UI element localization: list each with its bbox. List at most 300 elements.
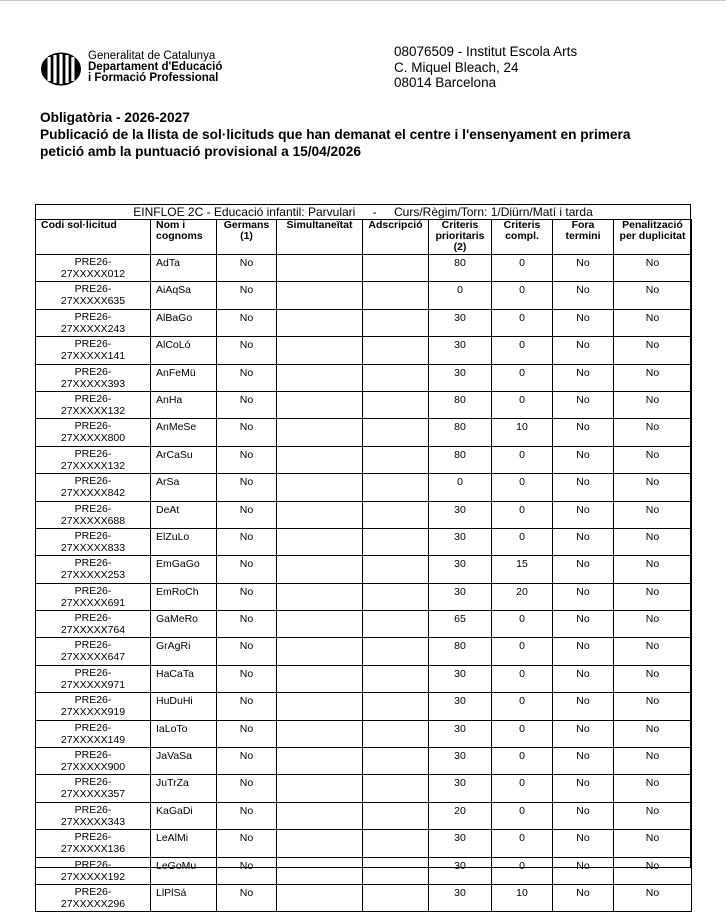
- cell-penalitzacio: No: [614, 528, 692, 555]
- cell-penalitzacio: No: [614, 255, 692, 282]
- cell-germans: No: [217, 501, 277, 528]
- cell-compl: 0: [492, 255, 553, 282]
- cell-codi: [36, 583, 151, 610]
- cell-adscripcio: [363, 693, 429, 720]
- table-header-row: [36, 220, 692, 255]
- table-row: [36, 446, 692, 473]
- cell-compl: 10: [492, 419, 553, 446]
- cell-penalitzacio: No: [614, 474, 692, 501]
- cell-prioritaris: 30: [429, 830, 492, 857]
- cell-codi-text: PRE26-: [74, 831, 112, 844]
- cell-simultaneitat: [277, 255, 363, 282]
- heading-line-3: petició amb la puntuació provisional a 15/04/2026: [40, 144, 362, 159]
- cell-name: AnMeSe: [151, 419, 217, 446]
- cell-compl: 0: [492, 830, 553, 857]
- school-line-3: 08014 Barcelona: [394, 75, 497, 90]
- cell-prioritaris: 80: [429, 391, 492, 418]
- cell-codi-text: PRE26-: [74, 584, 112, 597]
- cell-simultaneitat: [277, 693, 363, 720]
- cell-adscripcio: [363, 255, 429, 282]
- cell-name: LeGoMu: [151, 857, 217, 884]
- cell-fora: No: [553, 337, 614, 364]
- header-col-nom: [151, 220, 217, 255]
- cell-codi-text: PRE26-: [74, 420, 112, 433]
- cell-compl: 0: [492, 775, 553, 802]
- header-col-prioritaris: [429, 220, 492, 255]
- cell-codi-text: 27XXXXX833: [60, 541, 126, 554]
- cell-compl: 0: [492, 748, 553, 775]
- cell-codi-text: 27XXXXX296: [60, 897, 126, 910]
- table-row: [36, 665, 692, 692]
- cell-codi-text: PRE26-: [74, 310, 112, 323]
- cell-simultaneitat: [277, 419, 363, 446]
- cell-germans: No: [217, 446, 277, 473]
- cell-fora: No: [553, 857, 614, 884]
- header-text: Germans: [223, 219, 270, 231]
- applications-table-frame: [35, 204, 691, 910]
- header-col-penalitzacio: [614, 220, 692, 255]
- cell-codi: [36, 693, 151, 720]
- cell-simultaneitat: [277, 556, 363, 583]
- cell-codi: [36, 775, 151, 802]
- cell-fora: No: [553, 474, 614, 501]
- header-text: Codi sol·licitud: [41, 219, 117, 231]
- cell-compl: 0: [492, 501, 553, 528]
- cell-fora: No: [553, 391, 614, 418]
- cell-germans: No: [217, 474, 277, 501]
- cell-simultaneitat: [277, 391, 363, 418]
- table-body: [36, 255, 692, 912]
- cell-name: IaLoTo: [151, 720, 217, 747]
- table-row: [36, 337, 692, 364]
- header-text: termini: [565, 230, 601, 242]
- cell-compl: 0: [492, 665, 553, 692]
- header-text: compl.: [505, 230, 539, 242]
- cell-penalitzacio: No: [614, 693, 692, 720]
- cell-germans: No: [217, 638, 277, 665]
- header-col-codi: [36, 220, 151, 255]
- header-text: (1): [240, 230, 253, 242]
- cell-adscripcio: [363, 775, 429, 802]
- cell-germans: No: [217, 748, 277, 775]
- cell-penalitzacio: No: [614, 446, 692, 473]
- cell-name: ElZuLo: [151, 528, 217, 555]
- document-heading: [40, 109, 700, 160]
- cell-name: JuTrZa: [151, 775, 217, 802]
- cell-fora: No: [553, 693, 614, 720]
- caption-course: Curs/Règim/Torn: 1/Diürn/Matí i tarda: [394, 205, 593, 219]
- cell-codi-text: PRE26-: [74, 529, 112, 542]
- cell-simultaneitat: [277, 857, 363, 884]
- cell-codi-text: 27XXXXX800: [60, 432, 126, 445]
- table-row: [36, 528, 692, 555]
- cell-codi-text: PRE26-: [74, 447, 112, 460]
- logo-line-1: Generalitat de Catalunya: [88, 50, 216, 62]
- cell-codi: [36, 391, 151, 418]
- cell-simultaneitat: [277, 665, 363, 692]
- cell-prioritaris: 0: [429, 474, 492, 501]
- cell-fora: No: [553, 282, 614, 309]
- cell-compl: 0: [492, 474, 553, 501]
- cell-codi-text: PRE26-: [74, 612, 112, 625]
- cell-penalitzacio: No: [614, 501, 692, 528]
- table-row: [36, 419, 692, 446]
- cell-fora: No: [553, 419, 614, 446]
- table-row: [36, 255, 692, 282]
- cell-codi: [36, 556, 151, 583]
- table-row: [36, 748, 692, 775]
- cell-name: GrAgRi: [151, 638, 217, 665]
- cell-codi: [36, 337, 151, 364]
- cell-germans: No: [217, 282, 277, 309]
- cell-simultaneitat: [277, 309, 363, 336]
- cell-germans: No: [217, 775, 277, 802]
- cell-codi-text: 27XXXXX192: [60, 870, 126, 883]
- cell-compl: 10: [492, 884, 553, 911]
- top-rule: [0, 0, 726, 1]
- cell-simultaneitat: [277, 611, 363, 638]
- cell-codi-text: 27XXXXX635: [60, 295, 126, 308]
- cell-penalitzacio: No: [614, 775, 692, 802]
- header-text: Nom i: [156, 219, 186, 231]
- cell-prioritaris: 20: [429, 802, 492, 829]
- cell-compl: 0: [492, 446, 553, 473]
- cell-codi-text: 27XXXXX688: [60, 514, 126, 527]
- cell-germans: No: [217, 665, 277, 692]
- header-col-simultaneitat: [277, 220, 363, 255]
- cell-codi: [36, 720, 151, 747]
- cell-fora: No: [553, 583, 614, 610]
- cell-penalitzacio: No: [614, 748, 692, 775]
- table-row: [36, 556, 692, 583]
- cell-germans: No: [217, 556, 277, 583]
- cell-codi-text: PRE26-: [74, 721, 112, 734]
- cell-codi: [36, 446, 151, 473]
- cell-adscripcio: [363, 474, 429, 501]
- cell-fora: No: [553, 802, 614, 829]
- cell-compl: 0: [492, 638, 553, 665]
- header-text: Adscripció: [368, 219, 423, 231]
- cell-germans: No: [217, 720, 277, 747]
- cell-name: AnFeMü: [151, 364, 217, 391]
- cell-fora: No: [553, 884, 614, 911]
- cell-simultaneitat: [277, 528, 363, 555]
- cell-adscripcio: [363, 830, 429, 857]
- cell-germans: No: [217, 884, 277, 911]
- cell-prioritaris: 30: [429, 364, 492, 391]
- cell-codi-text: PRE26-: [74, 256, 112, 268]
- cell-name: HaCaTa: [151, 665, 217, 692]
- table-row: [36, 802, 692, 829]
- cell-codi: [36, 638, 151, 665]
- cell-simultaneitat: [277, 501, 363, 528]
- cell-codi-text: PRE26-: [74, 639, 112, 652]
- cell-codi-text: PRE26-: [74, 475, 112, 488]
- header-col-fora: [553, 220, 614, 255]
- cell-name: ArCaSu: [151, 446, 217, 473]
- cell-codi-text: 27XXXXX764: [60, 624, 126, 637]
- cell-adscripcio: [363, 748, 429, 775]
- header-text: Criteris: [503, 219, 541, 231]
- generalitat-logo: [40, 51, 290, 87]
- cell-prioritaris: 30: [429, 556, 492, 583]
- cell-codi: [36, 611, 151, 638]
- cell-codi-text: 27XXXXX357: [60, 788, 126, 801]
- cell-compl: 20: [492, 583, 553, 610]
- cell-codi-text: 27XXXXX900: [60, 761, 126, 774]
- cell-codi-text: PRE26-: [74, 365, 112, 378]
- cell-penalitzacio: No: [614, 830, 692, 857]
- header-text: (2): [453, 241, 467, 253]
- cell-prioritaris: 30: [429, 720, 492, 747]
- cell-codi-text: PRE26-: [74, 283, 112, 296]
- cell-codi-text: 27XXXXX343: [60, 815, 126, 828]
- cell-germans: No: [217, 802, 277, 829]
- cell-adscripcio: [363, 528, 429, 555]
- caption-group: EINFLOE 2C - Educació infantil: Parvulari: [133, 205, 356, 219]
- cell-codi-text: 27XXXXX691: [60, 596, 126, 609]
- cell-name: HuDuHi: [151, 693, 217, 720]
- cell-name: EmGaGo: [151, 556, 217, 583]
- header-text: prioritaris: [435, 230, 485, 242]
- cell-codi-text: PRE26-: [74, 858, 112, 871]
- cell-adscripcio: [363, 638, 429, 665]
- cell-simultaneitat: [277, 446, 363, 473]
- table-row: [36, 309, 692, 336]
- cell-adscripcio: [363, 583, 429, 610]
- cell-compl: 15: [492, 556, 553, 583]
- cell-name: LeAlMi: [151, 830, 217, 857]
- cell-codi-text: 27XXXXX253: [60, 569, 126, 582]
- cell-name: LlPlSá: [151, 884, 217, 911]
- cell-penalitzacio: No: [614, 337, 692, 364]
- cell-fora: No: [553, 720, 614, 747]
- cell-prioritaris: 65: [429, 611, 492, 638]
- cell-codi: [36, 501, 151, 528]
- cell-codi-text: 27XXXXX141: [60, 350, 126, 363]
- cell-codi: [36, 255, 151, 282]
- cell-prioritaris: 30: [429, 583, 492, 610]
- cell-prioritaris: 30: [429, 501, 492, 528]
- cell-codi: [36, 748, 151, 775]
- table-row: [36, 720, 692, 747]
- cell-simultaneitat: [277, 775, 363, 802]
- cell-germans: No: [217, 337, 277, 364]
- cell-prioritaris: 30: [429, 748, 492, 775]
- cell-fora: No: [553, 364, 614, 391]
- cell-codi: [36, 665, 151, 692]
- cell-fora: No: [553, 528, 614, 555]
- cell-adscripcio: [363, 665, 429, 692]
- school-address: [394, 44, 577, 91]
- cell-codi: [36, 419, 151, 446]
- cell-simultaneitat: [277, 830, 363, 857]
- cell-prioritaris: 30: [429, 528, 492, 555]
- cell-codi-text: PRE26-: [74, 885, 112, 898]
- cell-adscripcio: [363, 611, 429, 638]
- cell-prioritaris: 30: [429, 665, 492, 692]
- cell-compl: 0: [492, 528, 553, 555]
- cell-codi-text: 27XXXXX243: [60, 322, 126, 335]
- cell-prioritaris: 30: [429, 884, 492, 911]
- cell-simultaneitat: [277, 337, 363, 364]
- cell-name: JaVaSa: [151, 748, 217, 775]
- table-row: [36, 474, 692, 501]
- cell-penalitzacio: No: [614, 556, 692, 583]
- heading-line-1: Obligatòria - 2026-2027: [40, 110, 190, 125]
- heading-line-2: Publicació de la llista de sol·licituds que han demanat el centre i l'ensenyament en primera: [40, 127, 631, 142]
- table-row: [36, 364, 692, 391]
- cell-compl: 0: [492, 337, 553, 364]
- cell-penalitzacio: No: [614, 282, 692, 309]
- cell-adscripcio: [363, 391, 429, 418]
- cell-simultaneitat: [277, 748, 363, 775]
- cell-codi-text: 27XXXXX012: [60, 268, 126, 280]
- cell-adscripcio: [363, 857, 429, 884]
- cell-name: ArSa: [151, 474, 217, 501]
- cell-germans: No: [217, 419, 277, 446]
- cell-fora: No: [553, 501, 614, 528]
- logo-line-3: i Formació Professional: [88, 72, 219, 84]
- cell-penalitzacio: No: [614, 665, 692, 692]
- cell-penalitzacio: No: [614, 884, 692, 911]
- cell-penalitzacio: No: [614, 364, 692, 391]
- cell-codi: [36, 857, 151, 884]
- cell-germans: No: [217, 611, 277, 638]
- cell-fora: No: [553, 611, 614, 638]
- cell-germans: No: [217, 857, 277, 884]
- cell-compl: 0: [492, 857, 553, 884]
- cell-codi-text: PRE26-: [74, 557, 112, 570]
- cell-codi-text: PRE26-: [74, 502, 112, 515]
- cell-germans: No: [217, 693, 277, 720]
- cell-codi: [36, 830, 151, 857]
- cell-codi-text: PRE26-: [74, 776, 112, 789]
- cell-fora: No: [553, 255, 614, 282]
- table-caption: [36, 205, 690, 219]
- cell-compl: 0: [492, 693, 553, 720]
- cell-prioritaris: 80: [429, 446, 492, 473]
- cell-name: GaMeRo: [151, 611, 217, 638]
- header-col-adscripcio: [363, 220, 429, 255]
- cell-germans: No: [217, 528, 277, 555]
- cell-name: EmRoCh: [151, 583, 217, 610]
- cell-name: AlCoLó: [151, 337, 217, 364]
- cell-codi-text: 27XXXXX136: [60, 843, 126, 856]
- cell-adscripcio: [363, 337, 429, 364]
- cell-codi-text: PRE26-: [74, 338, 112, 351]
- table-row: [36, 693, 692, 720]
- cell-compl: 0: [492, 391, 553, 418]
- cell-penalitzacio: No: [614, 583, 692, 610]
- cell-prioritaris: 30: [429, 693, 492, 720]
- cell-codi-text: 27XXXXX149: [60, 733, 126, 746]
- cell-name: DeAt: [151, 501, 217, 528]
- cell-penalitzacio: No: [614, 638, 692, 665]
- cell-adscripcio: [363, 282, 429, 309]
- cell-compl: 0: [492, 282, 553, 309]
- cell-codi: [36, 282, 151, 309]
- cell-germans: No: [217, 583, 277, 610]
- cell-fora: No: [553, 556, 614, 583]
- cell-prioritaris: 80: [429, 419, 492, 446]
- header-col-compl: [492, 220, 553, 255]
- cell-adscripcio: [363, 556, 429, 583]
- header-text: Fora: [571, 219, 595, 231]
- cell-compl: 0: [492, 611, 553, 638]
- cell-codi-text: PRE26-: [74, 666, 112, 679]
- cell-codi-text: 27XXXXX393: [60, 377, 126, 390]
- cell-compl: 0: [492, 802, 553, 829]
- table-row: [36, 583, 692, 610]
- cell-fora: No: [553, 638, 614, 665]
- cell-compl: 0: [492, 720, 553, 747]
- school-line-1: 08076509 - Institut Escola Arts: [394, 44, 578, 59]
- cell-penalitzacio: No: [614, 857, 692, 884]
- header-text: Simultaneïtat: [286, 219, 353, 231]
- cell-compl: 0: [492, 364, 553, 391]
- table-row: [36, 611, 692, 638]
- school-line-2: C. Miquel Bleach, 24: [394, 59, 519, 75]
- cell-penalitzacio: No: [614, 309, 692, 336]
- header-text: Penalització: [622, 219, 683, 231]
- cell-codi: [36, 474, 151, 501]
- cell-codi-text: 27XXXXX971: [60, 678, 126, 691]
- cell-germans: No: [217, 391, 277, 418]
- cell-codi-text: 27XXXXX132: [60, 459, 126, 472]
- cell-name: AiAqSa: [151, 282, 217, 309]
- cell-adscripcio: [363, 419, 429, 446]
- cell-adscripcio: [363, 446, 429, 473]
- cell-codi-text: PRE26-: [74, 749, 112, 762]
- cell-simultaneitat: [277, 364, 363, 391]
- cell-fora: No: [553, 830, 614, 857]
- cell-simultaneitat: [277, 282, 363, 309]
- cell-codi-text: PRE26-: [74, 392, 112, 405]
- cell-name: AnHa: [151, 391, 217, 418]
- cell-adscripcio: [363, 364, 429, 391]
- cell-codi: [36, 309, 151, 336]
- cell-fora: No: [553, 309, 614, 336]
- cell-penalitzacio: No: [614, 419, 692, 446]
- cell-prioritaris: 30: [429, 337, 492, 364]
- cell-compl: 0: [492, 309, 553, 336]
- cell-adscripcio: [363, 309, 429, 336]
- cell-prioritaris: 30: [429, 775, 492, 802]
- cell-simultaneitat: [277, 884, 363, 911]
- cell-germans: No: [217, 364, 277, 391]
- table-row: [36, 830, 692, 857]
- generalitat-bars-icon: [40, 51, 82, 87]
- header-text: Criteris: [441, 219, 479, 231]
- cell-codi: [36, 364, 151, 391]
- cell-prioritaris: 30: [429, 857, 492, 884]
- cell-fora: No: [553, 665, 614, 692]
- logo-line-2: Departament d'Educació: [88, 61, 223, 73]
- table-row: [36, 857, 692, 884]
- cell-adscripcio: [363, 720, 429, 747]
- header-text: per duplicitat: [619, 230, 686, 242]
- cell-codi: [36, 528, 151, 555]
- cell-simultaneitat: [277, 720, 363, 747]
- cell-codi-text: 27XXXXX647: [60, 651, 126, 664]
- cell-penalitzacio: No: [614, 802, 692, 829]
- cell-penalitzacio: No: [614, 611, 692, 638]
- cell-prioritaris: 80: [429, 255, 492, 282]
- table-row: [36, 391, 692, 418]
- cell-prioritaris: 0: [429, 282, 492, 309]
- cell-codi: [36, 802, 151, 829]
